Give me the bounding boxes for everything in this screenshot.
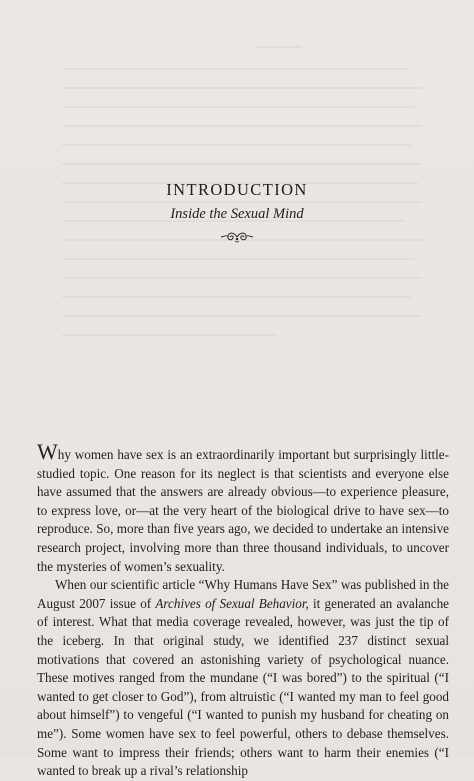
paragraph-1-text: hy women have sex is an extraordinarily important but surprisingly little-studied topic. One reason for its neglect is that scientists and everyone else have assumed that the answers are already obvious—to experience pleasure, to express love, or—at the very heart of the biological drive to have sex—to reproduce. So, more than five years ago, we decided to undertake an intensive research project, involving more than three thousand individuals, to uncover the mysteries of women’s sexuality.: [37, 447, 449, 574]
bleed-through-header: [256, 46, 302, 48]
chapter-subtitle: Inside the Sexual Mind: [170, 206, 304, 222]
paragraph-2-text-start: When our scientific article “Why Humans Have Sex” was published in the August 2007 issue of: [37, 577, 449, 611]
paragraph-1: [37, 439, 449, 576]
fleuron-ornament-icon: [219, 230, 255, 244]
journal-title: Archives of Sexual Behavior,: [155, 595, 309, 611]
chapter-title: INTRODUCTION: [166, 180, 308, 199]
drop-cap: W: [37, 439, 58, 464]
body-text: [37, 439, 449, 781]
paragraph-2: [37, 576, 449, 781]
paragraph-2-text-end: it generated an avalanche of interest. What that media coverage revealed, however, was just the tip of the iceberg. In that original study, we identified 237 distinct sexual motivations that covered an astonishing variety of psychological nuance. These motives ranged from the mundane (“I was bored”) to the spiritual (“I wanted to get closer to God”), from altruistic (“I wanted my man to feel good about himself”) to vengeful (“I wanted to punish my husband for cheating on me”). Some women have sex to feel powerful, others to debase themselves. Some want to impress their friends; others want to harm their enemies (“I wanted to break up a rival’s relationship: [37, 595, 449, 779]
chapter-heading: [0, 180, 474, 244]
